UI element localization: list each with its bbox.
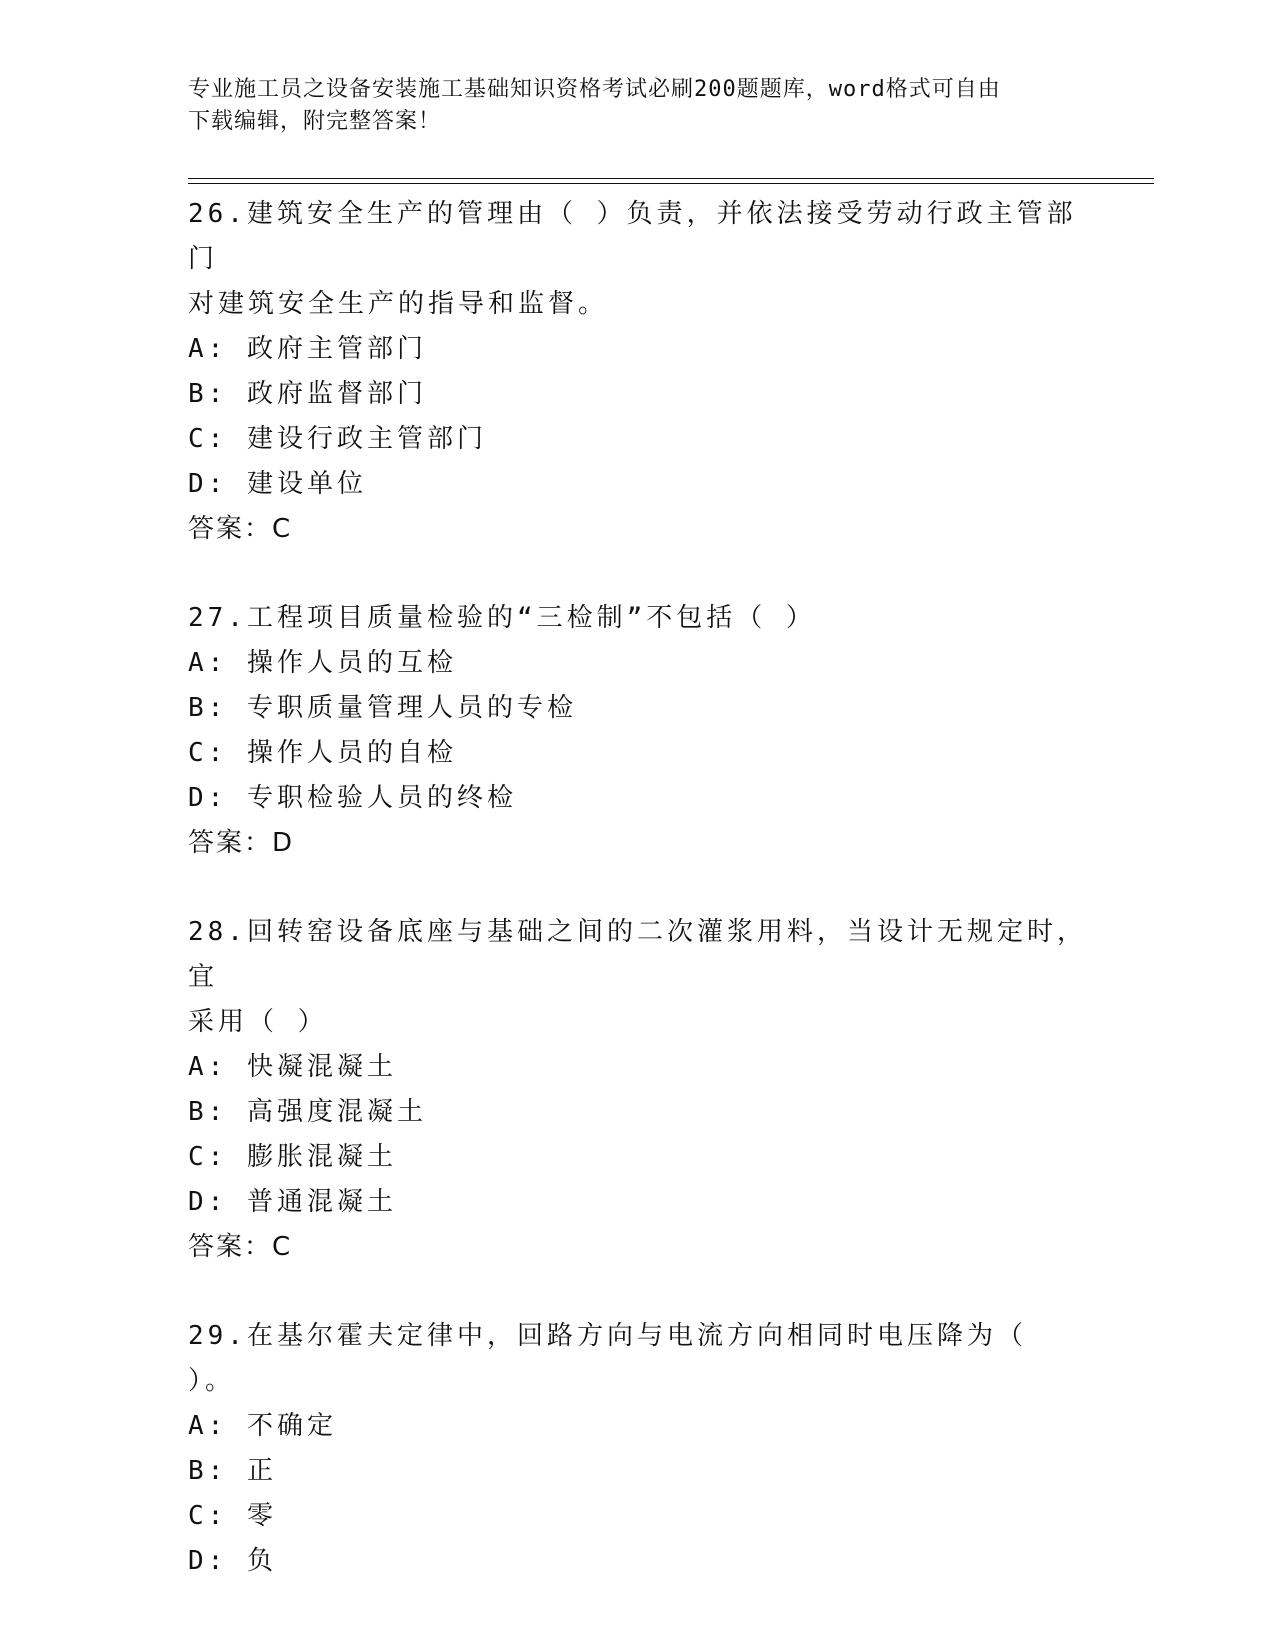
option-d: D: 普通混凝土 — [188, 1187, 397, 1217]
option-d: D: 负 — [188, 1546, 277, 1576]
option-b: B: 高强度混凝土 — [188, 1097, 427, 1127]
header-line-2: 下载编辑，附完整答案！ — [188, 109, 442, 134]
option-b: B: 专职质量管理人员的专检 — [188, 693, 577, 723]
question-26 — [188, 192, 1088, 552]
option-a: A: 快凝混凝土 — [188, 1052, 397, 1082]
option-a: A: 操作人员的互检 — [188, 648, 457, 678]
question-stem-line-1: 28.回转窑设备底座与基础之间的二次灌浆用料，当设计无规定时，宜 — [188, 917, 1087, 992]
option-c: C: 膨胀混凝土 — [188, 1142, 397, 1172]
document-header — [188, 74, 1088, 138]
option-c: C: 建设行政主管部门 — [188, 424, 487, 454]
question-stem-line-1: 26.建筑安全生产的管理由（ ）负责，并依法接受劳动行政主管部门 — [188, 199, 1077, 274]
option-b: B: 政府监督部门 — [188, 379, 427, 409]
question-28 — [188, 910, 1088, 1270]
question-stem-line-2: 对建筑安全生产的指导和监督。 — [188, 289, 609, 319]
option-b: B: 正 — [188, 1456, 277, 1486]
question-27 — [188, 596, 1088, 866]
option-a: A: 政府主管部门 — [188, 334, 427, 364]
question-29 — [188, 1314, 1088, 1584]
option-c: C: 零 — [188, 1501, 277, 1531]
question-list — [188, 192, 1088, 1628]
answer-text: 答案：C — [188, 514, 293, 544]
header-divider-bottom — [188, 183, 1154, 184]
question-stem-line-2: 采用（ ） — [188, 1007, 328, 1037]
header-divider-top — [188, 178, 1154, 179]
question-stem-line-1: 27.工程项目质量检验的“三检制”不包括（ ） — [188, 603, 816, 633]
question-stem-line-1: 29.在基尔霍夫定律中，回路方向与电流方向相同时电压降为（ ）。 — [188, 1321, 1047, 1396]
option-d: D: 建设单位 — [188, 469, 367, 499]
answer-text: 答案：C — [188, 1232, 293, 1262]
option-d: D: 专职检验人员的终检 — [188, 783, 517, 813]
header-line-1: 专业施工员之设备安装施工基础知识资格考试必刷200题题库，word格式可自由 — [188, 77, 1001, 102]
option-a: A: 不确定 — [188, 1411, 337, 1441]
option-c: C: 操作人员的自检 — [188, 738, 457, 768]
answer-text: 答案：D — [188, 828, 295, 858]
